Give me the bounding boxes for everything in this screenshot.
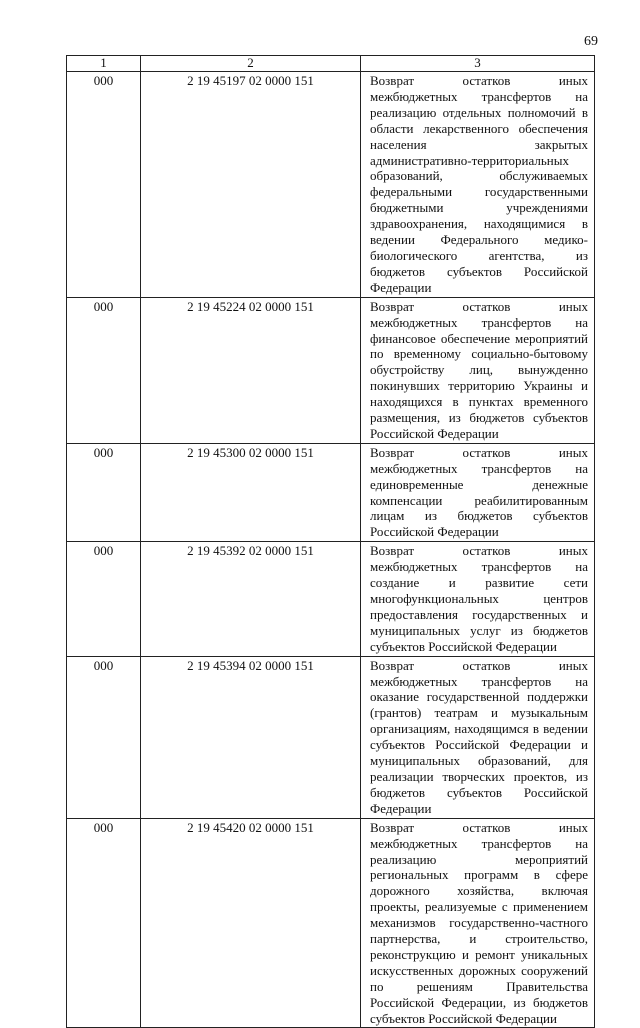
table-row [67, 72, 595, 298]
table-row [67, 656, 595, 818]
description-cell: Возврат остатков иных межбюджетных трансфертов на реализацию отдельных полномочий в области лекарственного обеспечения населения закрытых административно-территориальных образований, обслуживаемых федеральными государственными бюджетными учреждениями здравоохранения, находящимися в ведении Федерального медико-биологического агентства, из бюджетов субъектов Российской Федерации [361, 72, 595, 298]
admin-code-cell: 000 [67, 656, 141, 818]
budget-code-cell: 2 19 45394 02 0000 151 [141, 656, 361, 818]
column-header-2: 2 [141, 56, 361, 72]
table-row [67, 542, 595, 656]
table-header-row [67, 56, 595, 72]
budget-code-cell: 2 19 45392 02 0000 151 [141, 542, 361, 656]
budget-code-cell: 2 19 45224 02 0000 151 [141, 297, 361, 443]
admin-code-cell: 000 [67, 297, 141, 443]
budget-code-cell: 2 19 45197 02 0000 151 [141, 72, 361, 298]
admin-code-cell: 000 [67, 818, 141, 1028]
description-cell: Возврат остатков иных межбюджетных трансфертов на единовременные денежные компенсации реабилитированным лицам из бюджетов субъектов Российской Федерации [361, 443, 595, 541]
description-cell: Возврат остатков иных межбюджетных трансфертов на создание и развитие сети многофункциональных центров предоставления государственных и муниципальных услуг из бюджетов субъектов Российской Федерации [361, 542, 595, 656]
budget-code-cell: 2 19 45420 02 0000 151 [141, 818, 361, 1028]
table-row [67, 297, 595, 443]
table-row [67, 818, 595, 1028]
column-header-1: 1 [67, 56, 141, 72]
description-cell: Возврат остатков иных межбюджетных трансфертов на реализацию мероприятий региональных программ в сфере дорожного хозяйства, включая проекты, реализуемые с применением механизмов государственно-частного партнерства, и строительство, реконструкцию и ремонт уникальных искусственных дорожных сооружений по решениям Правительства Российской Федерации, из бюджетов субъектов Российской Федерации [361, 818, 595, 1028]
description-cell: Возврат остатков иных межбюджетных трансфертов на финансовое обеспечение мероприятий по временному социально-бытовому обустройству лиц, вынужденно покинувших территорию Украины и находящихся в пунктах временного размещения, из бюджетов субъектов Российской Федерации [361, 297, 595, 443]
budget-classification-table [66, 55, 595, 1028]
admin-code-cell: 000 [67, 443, 141, 541]
budget-code-cell: 2 19 45300 02 0000 151 [141, 443, 361, 541]
admin-code-cell: 000 [67, 72, 141, 298]
description-cell: Возврат остатков иных межбюджетных трансфертов на оказание государственной поддержки (грантов) театрам и музыкальным организациям, находящимся в ведении субъектов Российской Федерации и муниципальных образований, для реализации творческих проектов, из бюджетов субъектов Российской Федерации [361, 656, 595, 818]
page-number: 69 [584, 34, 598, 49]
admin-code-cell: 000 [67, 542, 141, 656]
table-row [67, 443, 595, 541]
column-header-3: 3 [361, 56, 595, 72]
